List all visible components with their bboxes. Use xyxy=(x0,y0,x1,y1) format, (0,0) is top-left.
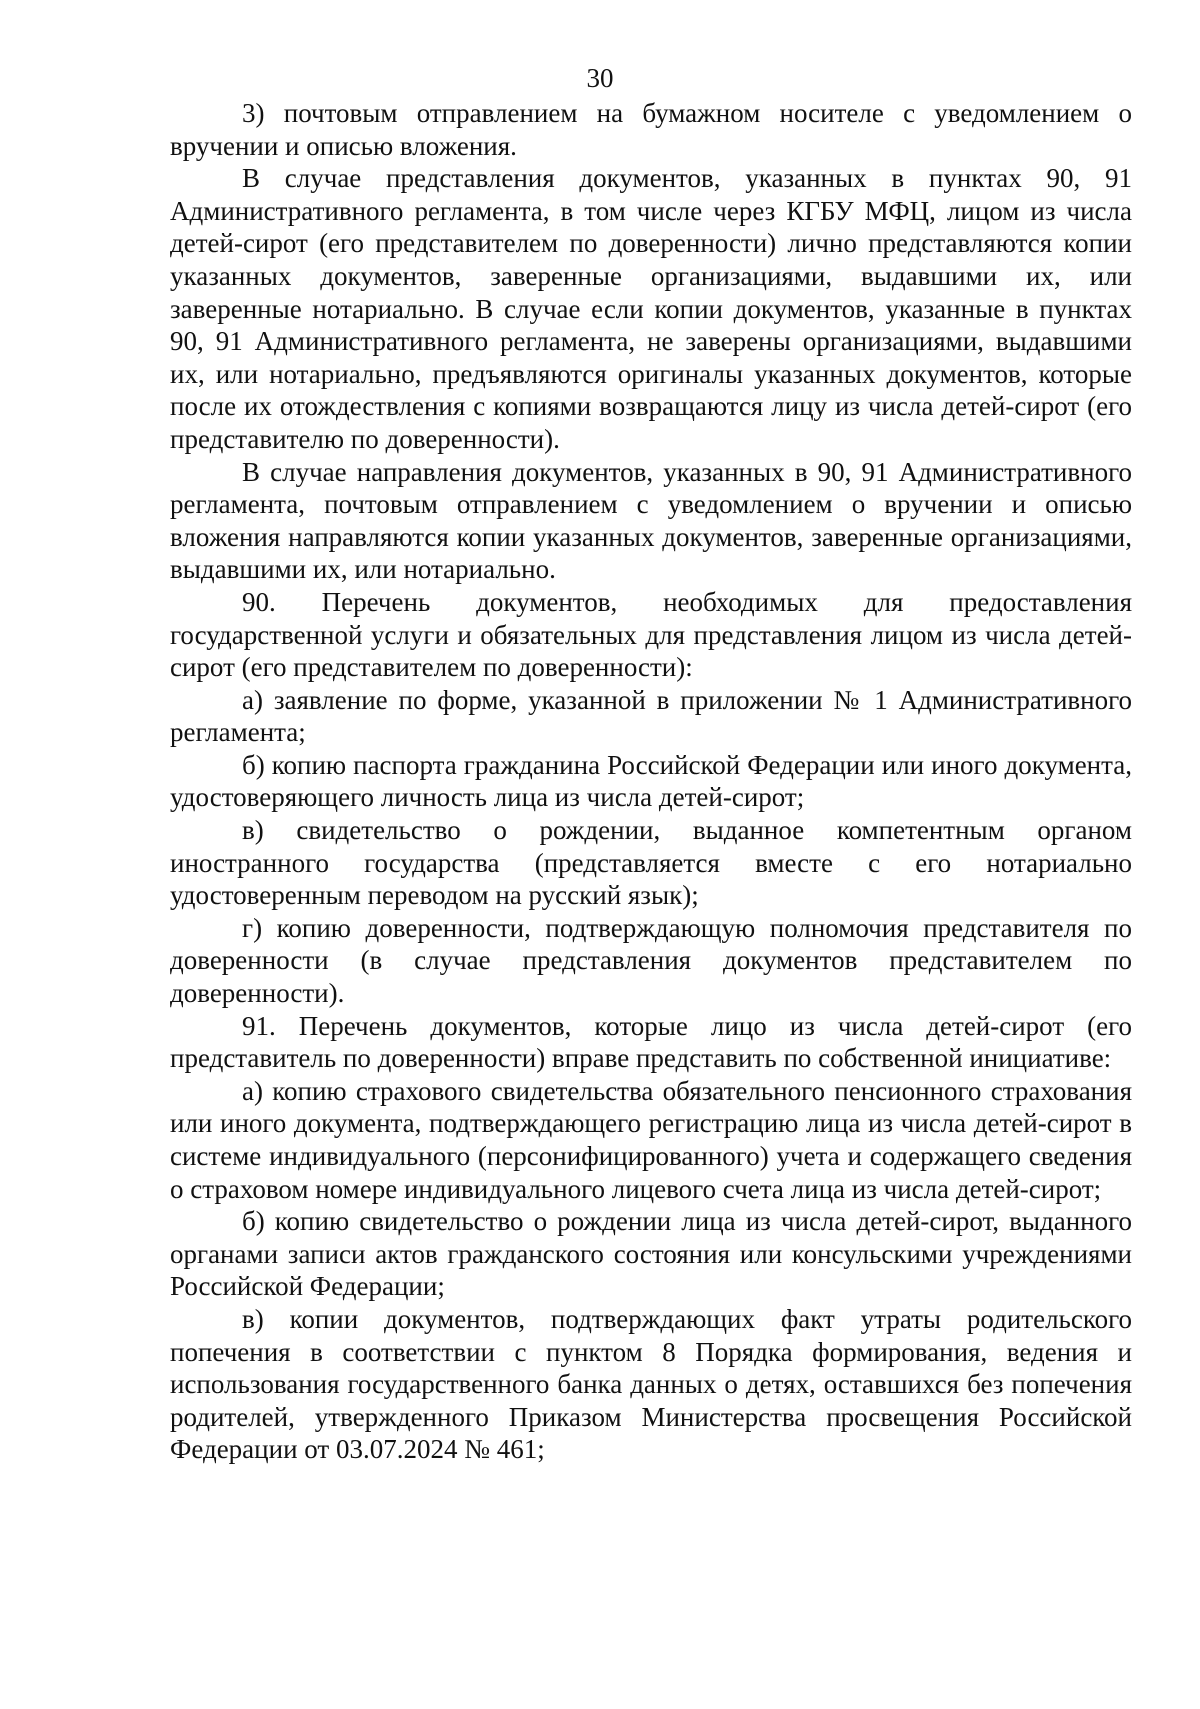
paragraph-item-91: 91. Перечень документов, которые лицо из числа детей-сирот (его представитель по доверенности) вправе представить по собственной инициативе: xyxy=(170,1010,1132,1074)
page-number: 30 xyxy=(586,63,614,93)
paragraph-item-91-v: в) копии документов, подтверждающих факт утраты родительского попечения в соответствии с пунктом 8 Порядка формирования, ведения и использования государственного банка данных о детях, оставшихся без попечения родителей, утвержденного Приказом Министерства просвещения Российской Федерации от 03.07.2024 № 461; xyxy=(170,1303,1132,1465)
document-body xyxy=(170,97,1132,1466)
paragraph-item-91-b: б) копию свидетельство о рождении лица из числа детей-сирот, выданного органами записи актов гражданского состояния или консульскими учреждениями Российской Федерации; xyxy=(170,1206,1132,1302)
paragraph-postal-submission: В случае направления документов, указанных в 90, 91 Административного регламента, почтовым отправлением с уведомлением о вручении и описью вложения направляются копии указанных документов, заверенные организациями, выдавшими их, или нотариально. xyxy=(170,456,1132,585)
paragraph-item-91-a: а) копию страхового свидетельства обязательного пенсионного страхования или иного документа, подтверждающего регистрацию лица из числа детей-сирот в системе индивидуального (персонифицированного) учета и содержащего сведения о страховом номере индивидуального лицевого счета лица из числа детей-сирот; xyxy=(170,1075,1132,1204)
paragraph-item-90-a: а) заявление по форме, указанной в приложении № 1 Административного регламента; xyxy=(170,684,1132,748)
paragraph-item-90-v: в) свидетельство о рождении, выданное компетентным органом иностранного государства (представляется вместе с его нотариально удостоверенным переводом на русский язык); xyxy=(170,815,1132,911)
paragraph-item-90: 90. Перечень документов, необходимых для предоставления государственной услуги и обязательных для представления лицом из числа детей-сирот (его представителем по доверенности): xyxy=(170,586,1132,683)
paragraph-item-90-g: г) копию доверенности, подтверждающую полномочия представителя по доверенности (в случае представления документов представителем по доверенности). xyxy=(170,912,1132,1009)
paragraph-mail-delivery: 3) почтовым отправлением на бумажном носителе с уведомлением о вручении и описью вложения. xyxy=(170,98,1132,161)
paragraph-in-person-submission: В случае представления документов, указанных в пунктах 90, 91 Административного регламента, в том числе через КГБУ МФЦ, лицом из числа детей-сирот (его представителем по доверенности) лично представляются копии указанных документов, заверенные организациями, выдавшими их, или заверенные нотариально. В случае если копии документов, указанные в пунктах 90, 91 Административного регламента, не заверены организациями, выдавшими их, или нотариально, предъявляются оригиналы указанных документов, которые после их отождествления с копиями возвращаются лицу из числа детей-сирот (его представителю по доверенности). xyxy=(170,163,1132,454)
paragraph-item-90-b: б) копию паспорта гражданина Российской Федерации или иного документа, удостоверяющего личность лица из числа детей-сирот; xyxy=(170,749,1132,813)
